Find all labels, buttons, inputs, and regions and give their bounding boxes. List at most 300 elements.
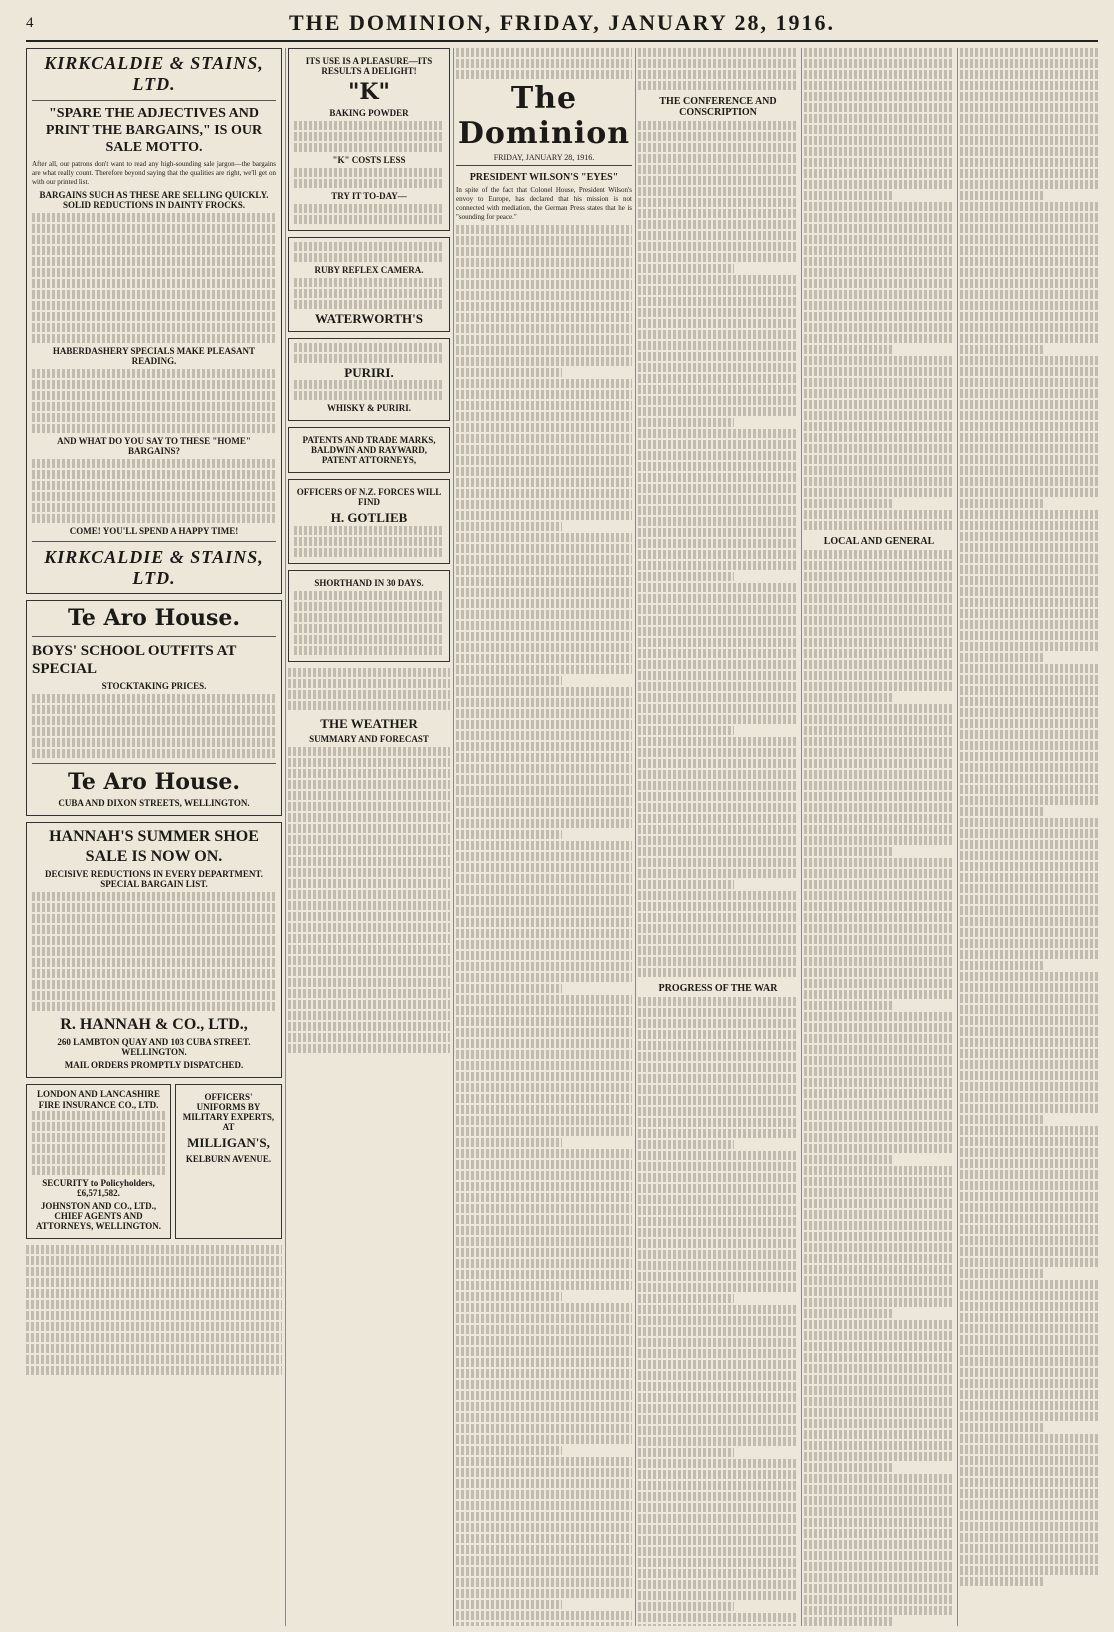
text-line [456, 1391, 632, 1400]
text-line [638, 583, 798, 592]
text-line [456, 940, 632, 949]
text-line [456, 1325, 632, 1334]
text-line [804, 770, 954, 779]
text-line [804, 968, 954, 977]
column-news-2 [804, 48, 954, 1626]
text-line [638, 997, 798, 1006]
text-line [456, 423, 632, 432]
text-line [638, 1327, 798, 1336]
text-line [638, 968, 798, 977]
text-line [638, 1085, 798, 1094]
waterworth: WATERWORTH'S [315, 311, 423, 326]
text-line [456, 1017, 632, 1026]
text-line [456, 874, 632, 883]
text-line [804, 1133, 954, 1142]
text-line [456, 324, 632, 333]
text-line [960, 939, 1098, 948]
text-line [456, 1523, 632, 1532]
text-line [638, 649, 798, 658]
text-line [456, 555, 632, 564]
text-line [456, 632, 632, 641]
text-line [456, 401, 632, 410]
insurance-ad [26, 1084, 171, 1239]
text-line [456, 1160, 632, 1169]
text-line [804, 378, 954, 387]
text-line [456, 445, 632, 454]
text-line [804, 1463, 894, 1472]
article-wilson-lead: In spite of the fact that Colonel House, President Wilson's envoy to Europe, has declared that his mission is not connected with mediation, the German Press states that he is "sounding for peace." [456, 186, 632, 221]
text-line [456, 1402, 632, 1411]
text-line [456, 1083, 632, 1092]
text-line [960, 1445, 1098, 1454]
text-line [960, 730, 1098, 739]
kirkcaldie-name: KIRKCALDIE & STAINS, LTD. [44, 53, 264, 94]
uniforms-ad [175, 1084, 282, 1239]
text-line [960, 983, 1098, 992]
gotlieb-name: H. GOTLIEB [330, 510, 408, 526]
text-line [638, 363, 798, 372]
text-line [638, 704, 798, 713]
issue-date: FRIDAY, JANUARY 28, 1916. [456, 153, 632, 166]
text-line [804, 268, 954, 277]
text-line [960, 697, 1098, 706]
text-line [804, 814, 954, 823]
text-line [804, 1529, 954, 1538]
text-line [804, 1243, 954, 1252]
text-line [804, 1144, 954, 1153]
text-line [456, 841, 632, 850]
text-line [960, 1203, 1098, 1212]
text-line [638, 1349, 798, 1358]
text-line [960, 1258, 1098, 1267]
text-line [960, 1093, 1098, 1102]
text-line [638, 737, 798, 746]
text-line [638, 275, 798, 284]
text-line [456, 1556, 632, 1565]
text-line [960, 1324, 1098, 1333]
text-line [960, 455, 1098, 464]
text-line [456, 478, 632, 487]
column-advertisements [26, 48, 282, 1626]
text-line [456, 951, 632, 960]
text-line [960, 521, 1098, 530]
text-line [960, 301, 1098, 310]
text-line [804, 704, 954, 713]
text-line [804, 660, 954, 669]
text-line [638, 550, 798, 559]
camera-ad [288, 237, 450, 332]
shorthand-ad [288, 570, 450, 662]
text-line [804, 312, 954, 321]
text-line [960, 532, 1098, 541]
text-line [456, 610, 632, 619]
text-line [638, 1371, 798, 1380]
text-line [804, 59, 954, 68]
text-line [960, 224, 1098, 233]
text-line [456, 1446, 562, 1455]
text-line [804, 990, 954, 999]
text-line [456, 346, 632, 355]
text-line [960, 1159, 1098, 1168]
text-line [456, 588, 632, 597]
article-conscription-heading: THE CONFERENCE AND CONSCRIPTION [659, 96, 777, 118]
text-line [638, 1492, 798, 1501]
text-line [804, 466, 954, 475]
text-line [960, 1533, 1098, 1542]
text-line [960, 1049, 1098, 1058]
text-line [638, 418, 734, 427]
text-line [960, 1115, 1043, 1124]
text-line [638, 484, 798, 493]
text-line [638, 1602, 734, 1611]
text-line [804, 649, 954, 658]
text-line [638, 352, 798, 361]
text-line [638, 297, 798, 306]
text-line [456, 1534, 632, 1543]
text-line [804, 1386, 954, 1395]
text-line [960, 862, 1098, 871]
text-line [456, 1292, 562, 1301]
text-line [960, 1368, 1098, 1377]
text-line [804, 1232, 954, 1241]
text-line [960, 279, 1098, 288]
hannah-ad [26, 822, 282, 1078]
text-line [804, 125, 954, 134]
text-line [456, 280, 632, 289]
text-line [804, 1353, 954, 1362]
text-line [456, 379, 632, 388]
text-line [638, 1261, 798, 1270]
text-line [456, 313, 632, 322]
te-aro-address: CUBA AND DIXON STREETS, WELLINGTON. [58, 798, 250, 809]
text-line [960, 1137, 1098, 1146]
text-line [638, 715, 798, 724]
text-line [804, 902, 954, 911]
text-line [456, 368, 562, 377]
text-line [638, 605, 798, 614]
text-line [638, 638, 798, 647]
text-line [960, 257, 1098, 266]
text-line [456, 500, 632, 509]
text-line [804, 1606, 954, 1615]
text-line [456, 1149, 632, 1158]
text-line [638, 1415, 798, 1424]
text-line [960, 851, 1098, 860]
text-line [804, 1375, 954, 1384]
text-line [960, 422, 1098, 431]
text-line [804, 1496, 954, 1505]
text-line [638, 1393, 798, 1402]
hannah-headline: HANNAH'S SUMMER SHOE SALE IS NOW ON. [49, 828, 259, 865]
text-line [960, 774, 1098, 783]
text-line [804, 1210, 954, 1219]
text-line [960, 70, 1098, 79]
text-line [804, 1045, 954, 1054]
text-line [804, 389, 954, 398]
text-line [638, 880, 734, 889]
puriri: PURIRI. [344, 364, 394, 380]
text-line [638, 1316, 798, 1325]
text-line [456, 269, 632, 278]
text-line [804, 1474, 954, 1483]
text-line [960, 763, 1098, 772]
text-line [456, 995, 632, 1004]
text-line [960, 807, 1043, 816]
text-line [804, 924, 954, 933]
text-line [960, 510, 1098, 519]
text-line [638, 561, 798, 570]
text-line [960, 631, 1098, 640]
text-line [456, 1468, 632, 1477]
text-line [456, 1600, 562, 1609]
text-line [804, 583, 954, 592]
text-line [960, 1225, 1098, 1234]
text-line [960, 675, 1098, 684]
text-line [960, 268, 1098, 277]
text-line [456, 1303, 632, 1312]
text-line [456, 577, 632, 586]
text-line [804, 858, 954, 867]
text-line [960, 576, 1098, 585]
text-line [960, 1401, 1098, 1410]
text-line [638, 220, 798, 229]
text-line [804, 891, 954, 900]
text-line [638, 1536, 798, 1545]
text-line [804, 422, 954, 431]
text-line [960, 136, 1098, 145]
text-line [804, 1023, 954, 1032]
text-line [960, 466, 1098, 475]
text-line [804, 1540, 954, 1549]
text-line [638, 396, 798, 405]
text-line [804, 1309, 894, 1318]
te-aro-sub: STOCKTAKING PRICES. [101, 681, 207, 692]
text-line [456, 1314, 632, 1323]
text-line [804, 594, 954, 603]
text-line [960, 1302, 1098, 1311]
text-line [638, 1206, 798, 1215]
text-line [456, 544, 632, 553]
text-line [456, 467, 632, 476]
text-line [638, 308, 798, 317]
text-line [960, 840, 1098, 849]
text-line [456, 753, 632, 762]
text-line [456, 808, 632, 817]
text-line [804, 1001, 894, 1010]
page-number: 4 [26, 14, 34, 31]
text-line [638, 1338, 798, 1347]
text-line [638, 748, 798, 757]
hannah-sub: DECISIVE REDUCTIONS IN EVERY DEPARTMENT. SPECIAL BARGAIN LIST. [45, 868, 263, 889]
text-line [804, 224, 954, 233]
text-line [638, 891, 798, 900]
text-line [960, 950, 1098, 959]
text-line [804, 1507, 954, 1516]
text-line [638, 121, 798, 130]
article-wilson-heading: PRESIDENT WILSON'S "EYES" [469, 172, 619, 183]
text-line [804, 638, 954, 647]
text-line [456, 929, 632, 938]
text-line [638, 374, 798, 383]
text-line [960, 1016, 1098, 1025]
text-line [960, 114, 1098, 123]
text-line [804, 114, 954, 123]
text-line [804, 1067, 954, 1076]
text-line [960, 1291, 1098, 1300]
text-line [456, 1622, 632, 1626]
text-line [960, 1269, 1043, 1278]
text-line [638, 1272, 798, 1281]
text-line [960, 1357, 1098, 1366]
text-line [960, 433, 1098, 442]
text-line [456, 1358, 632, 1367]
text-line [638, 1360, 798, 1369]
text-line [804, 499, 894, 508]
text-line [804, 737, 954, 746]
uniforms-title: OFFICERS' UNIFORMS BY MILITARY EXPERTS, AT [182, 1091, 275, 1132]
text-line [638, 1041, 798, 1050]
text-line [638, 528, 798, 537]
kirk-sub3: AND WHAT DO YOU SAY TO THESE "HOME" BARGAINS? [57, 436, 251, 457]
text-line [960, 488, 1098, 497]
text-line [804, 48, 954, 57]
text-line [960, 1390, 1098, 1399]
text-line [960, 1313, 1098, 1322]
text-line [804, 103, 954, 112]
kirk-sub2: HABERDASHERY SPECIALS MAKE PLEASANT READING. [52, 346, 256, 367]
text-line [638, 176, 798, 185]
weather-title: THE WEATHER [320, 715, 418, 731]
text-line [638, 264, 734, 273]
text-line [960, 1214, 1098, 1223]
text-line [638, 957, 798, 966]
text-line [456, 885, 632, 894]
text-line [804, 836, 954, 845]
text-line [456, 1578, 632, 1587]
text-line [960, 334, 1098, 343]
text-line [638, 1250, 798, 1259]
text-line [960, 290, 1098, 299]
text-line [960, 653, 1043, 662]
text-line [804, 158, 954, 167]
text-line [960, 1126, 1098, 1135]
text-line [638, 1382, 798, 1391]
text-line [960, 103, 1098, 112]
whisky-puriri: WHISKY & PURIRI. [327, 403, 411, 414]
text-line [456, 918, 632, 927]
text-line [960, 213, 1098, 222]
text-line [804, 880, 954, 889]
text-line [638, 1569, 798, 1578]
text-line [638, 1305, 798, 1314]
text-line [960, 246, 1098, 255]
text-line [638, 341, 798, 350]
text-line [456, 654, 632, 663]
text-line [804, 147, 954, 156]
text-line [804, 246, 954, 255]
text-line [456, 357, 632, 366]
text-line [638, 836, 798, 845]
text-line [456, 665, 632, 674]
text-line [638, 1470, 798, 1479]
text-line [638, 407, 798, 416]
text-line [804, 488, 954, 497]
text-line [960, 906, 1098, 915]
k-tagline: "K" COSTS LESS [332, 155, 406, 165]
text-line [456, 291, 632, 300]
text-line [638, 1239, 798, 1248]
text-line [638, 869, 798, 878]
text-line [456, 1545, 632, 1554]
text-line [960, 609, 1098, 618]
text-line [804, 411, 954, 420]
text-line [638, 1613, 798, 1622]
text-line [638, 1140, 734, 1149]
gotlieb-header: OFFICERS OF N.Z. FORCES WILL FIND [296, 487, 442, 508]
text-line [456, 1061, 632, 1070]
text-line [960, 1192, 1098, 1201]
text-line [960, 543, 1098, 552]
text-line [638, 1283, 798, 1292]
text-line [804, 1034, 954, 1043]
hannah-address: 260 LAMBTON QUAY AND 103 CUBA STREET. WELLINGTON. [57, 1036, 251, 1057]
text-line [456, 709, 632, 718]
text-line [456, 236, 632, 245]
text-line [638, 473, 798, 482]
text-line [960, 598, 1098, 607]
text-line [804, 616, 954, 625]
text-line [960, 158, 1098, 167]
text-line [804, 847, 894, 856]
text-line [960, 719, 1098, 728]
text-line [638, 132, 798, 141]
text-line [960, 323, 1098, 332]
ruby-camera: RUBY REFLEX CAMERA. [314, 265, 424, 275]
text-line [456, 1380, 632, 1389]
text-line [960, 125, 1098, 134]
text-line [638, 209, 798, 218]
text-line [960, 92, 1098, 101]
text-line [960, 180, 1098, 189]
text-line [638, 792, 798, 801]
text-line [638, 1096, 798, 1105]
text-line [638, 253, 798, 262]
text-line [804, 521, 954, 530]
text-line [804, 1188, 954, 1197]
text-line [456, 764, 632, 773]
text-line [960, 1038, 1098, 1047]
text-line [456, 225, 632, 234]
text-line [804, 235, 954, 244]
text-line [804, 136, 954, 145]
text-line [804, 356, 954, 365]
text-line [960, 1544, 1098, 1553]
text-line [638, 1019, 798, 1028]
text-line [960, 818, 1098, 827]
text-line [804, 279, 954, 288]
text-line [456, 412, 632, 421]
text-line [960, 994, 1098, 1003]
insurance-agents: JOHNSTON AND CO., LTD., CHIEF AGENTS AND ATTORNEYS, WELLINGTON. [35, 1200, 162, 1231]
text-line [456, 676, 562, 685]
text-line [456, 1138, 562, 1147]
text-line [456, 258, 632, 267]
text-line [960, 785, 1098, 794]
text-line [960, 1434, 1098, 1443]
text-line [804, 627, 954, 636]
text-line [960, 477, 1098, 486]
text-line [456, 863, 632, 872]
